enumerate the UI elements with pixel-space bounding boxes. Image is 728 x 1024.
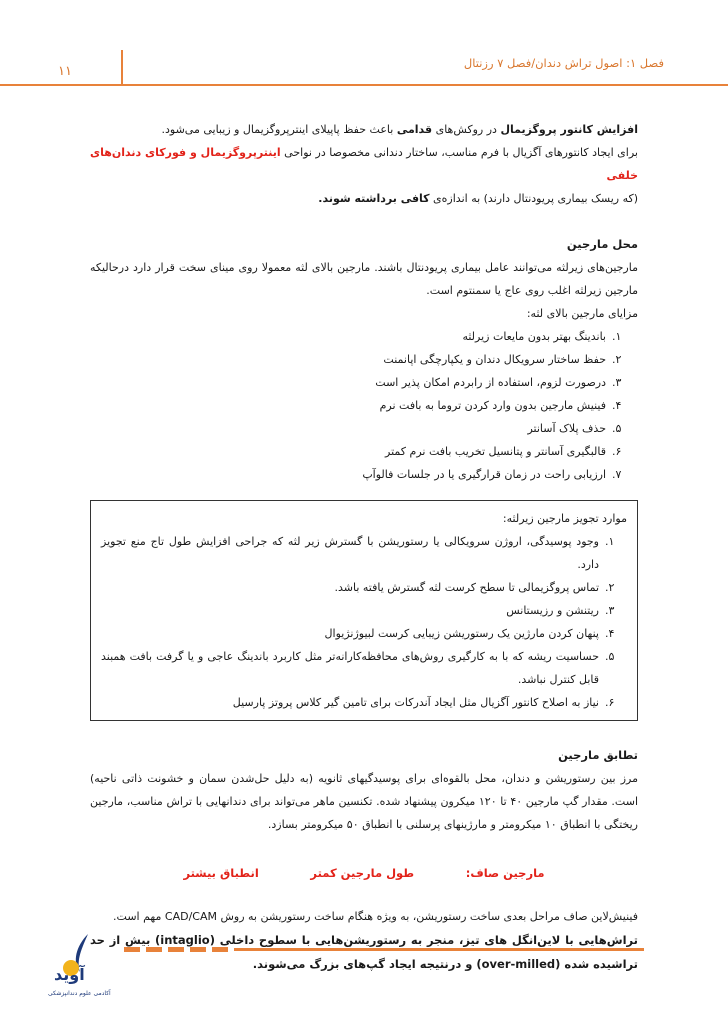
list-item: [101, 622, 613, 645]
highlighted-term: اینترپروگزیمال و فورکای دندان‌های خلفی: [90, 146, 638, 182]
list-item: [90, 348, 620, 371]
item-number: ۱.: [605, 535, 615, 548]
item-text: وجود پوسیدگی، اروژن سرویکالی یا رستوریشن با گسترش زیر لثه که جراحی افزایش طول تاج منع تجویز دارد.: [101, 535, 599, 571]
finish-line-paragraph: فینیش‌لاین صاف مراحل بعدی ساخت رستوریشن، به ویژه هنگام ساخت رستوریشن به روش CAD/CAM مهم است.: [113, 910, 638, 923]
list-item: [101, 530, 613, 576]
item-text: درصورت لزوم، استفاده از رابردم امکان پذیر است: [375, 376, 606, 389]
item-text: باندینگ بهتر بدون مایعات زیرلثه: [462, 330, 606, 343]
item-text: فینیش مارجین بدون وارد کردن تروما به بافت نرم: [379, 399, 606, 412]
text: (که ریسک بیماری پریودنتال دارند) به اندازه‌ی: [429, 192, 638, 205]
item-number: ۳.: [605, 604, 615, 617]
item-text: تماس پروگزیمالی تا سطح کرست لثه گسترش یافته باشد.: [334, 581, 599, 594]
list-item: [101, 691, 613, 714]
chapter-title: فصل ۱: اصول تراش دندان/فصل ۷ رزنتال: [463, 56, 664, 70]
smooth-margin-benefits: [90, 862, 638, 885]
margin-location-paragraph: مارجین‌های زیرلثه می‌توانند عامل بیماری پریودنتال باشند. مارجین بالای لثه معمولا روی مینای سخت قرار دارد درحالیکه مارجین زیرلثه اغلب روی عاج یا سمنتوم است.: [90, 261, 638, 297]
item-text: پنهان کردن مارژین یک رستوریشن زیبایی کرست لبیوژنژیوال: [324, 627, 599, 640]
page-number: ۱۱: [58, 64, 72, 79]
item-text: نیاز به اصلاح کانتور آگزیال مثل ایجاد آندرکات برای تامین گیر کلاس پروتز پارسیل: [232, 696, 599, 709]
item-text: ریتنشن و رزیستانس: [506, 604, 599, 617]
section-heading-margin-fit: تطابق مارجین: [558, 748, 638, 762]
item-number: ۴.: [605, 627, 615, 640]
list-item: [101, 576, 613, 599]
list-item: [90, 371, 620, 394]
intro-paragraph-1: [90, 118, 638, 141]
list-item: [90, 463, 620, 486]
item-number: ۶.: [605, 696, 615, 709]
list-item: [90, 394, 620, 417]
text: در روکش‌های: [432, 123, 501, 136]
indications-list: [101, 530, 627, 714]
logo-tagline: آکادمی علوم دندانپزشکی: [48, 990, 111, 997]
text: برای ایجاد کانتورهای آگزیال با فرم مناسب، ساختار دندانی مخصوصا در نواحی: [280, 146, 638, 159]
header-separator: [121, 50, 123, 86]
item-number: ۵.: [612, 422, 622, 435]
item-number: ۱.: [612, 330, 622, 343]
item-number: ۲.: [612, 353, 622, 366]
subgingival-indications-box: [90, 500, 638, 721]
item-text: حساسیت ریشه که با به کارگیری روش‌های محافظه‌کارانه‌تر مثل کاربرد باندینگ عاجی و یا گرفت بافت همبند قابل کنترل نباشد.: [101, 650, 599, 686]
benefit-item: طول مارجین کمتر: [310, 866, 415, 880]
text: باعث حفظ پاپیلای اینترپروگزیمال و زیبایی می‌شود.: [161, 123, 397, 136]
list-item: [90, 325, 620, 348]
list-item: [90, 440, 620, 463]
intro-paragraph-3: [90, 187, 638, 210]
margin-fit-paragraph: مرز بین رستوریشن و دندان، محل بالقوه‌ای برای پوسیدگیهای ثانویه (به دلیل حل‌شدن سمان و خشونت ذاتی ناحیه) است. مقدار گپ مارجین ۴۰ تا ۱۲۰ میکرون پیشنهاد شده. تکنسین ماهر می‌تواند برای دندانهایی با تراش مناسب، مارجین ریختگی با انطباق ۱۰ میکرومتر و مارژینهای پرسلنی با انطباق ۵۰ میکرومتر بسازد.: [90, 772, 638, 831]
item-text: قالبگیری آسانتر و پتانسیل تخریب بافت نرم کمتر: [385, 445, 606, 458]
page-body: [90, 118, 638, 976]
header-rule: [0, 84, 728, 86]
list-item: [101, 645, 613, 691]
benefit-item: انطباق بیشتر: [183, 866, 259, 880]
section-heading-margin-location: محل مارجین: [566, 237, 638, 251]
item-text: حفظ ساختار سرویکال دندان و یکپارچگی اپانمنت: [383, 353, 606, 366]
sharp-angles-paragraph: تراش‌هایی با لاین‌انگل های تیز، منجر به رستوریشن‌هایی با سطوح داخلی (intaglio) بیش از حد تراشیده شده (over-milled) و درنتیجه ایجاد گپ‌های بزرگ می‌شوند.: [90, 933, 638, 971]
benefit-label: مارجین صاف:: [465, 866, 545, 880]
item-text: حذف پلاک آسانتر: [527, 422, 606, 435]
item-number: ۴.: [612, 399, 622, 412]
item-number: ۷.: [612, 468, 622, 481]
bold-term: قدامی: [396, 123, 433, 136]
item-number: ۲.: [605, 581, 615, 594]
item-text: ارزیابی راحت در زمان قرارگیری یا در جلسات فالوآپ: [362, 468, 606, 481]
logo-name: آوید: [54, 965, 85, 984]
item-number: ۶.: [612, 445, 622, 458]
box-title: موارد تجویز مارجین زیرلثه:: [502, 512, 627, 525]
list-item: [101, 599, 613, 622]
intro-paragraph-2: [90, 141, 638, 187]
item-number: ۵.: [605, 650, 615, 663]
bold-term: افزایش کانتور پروگزیمال: [500, 123, 638, 136]
item-number: ۳.: [612, 376, 622, 389]
advantages-title: مزایای مارجین بالای لثه:: [526, 307, 638, 320]
advantages-list: [90, 325, 638, 486]
footer-decoration: [124, 947, 644, 953]
bold-term: کافی برداشته شوند.: [318, 192, 430, 205]
list-item: [90, 417, 620, 440]
